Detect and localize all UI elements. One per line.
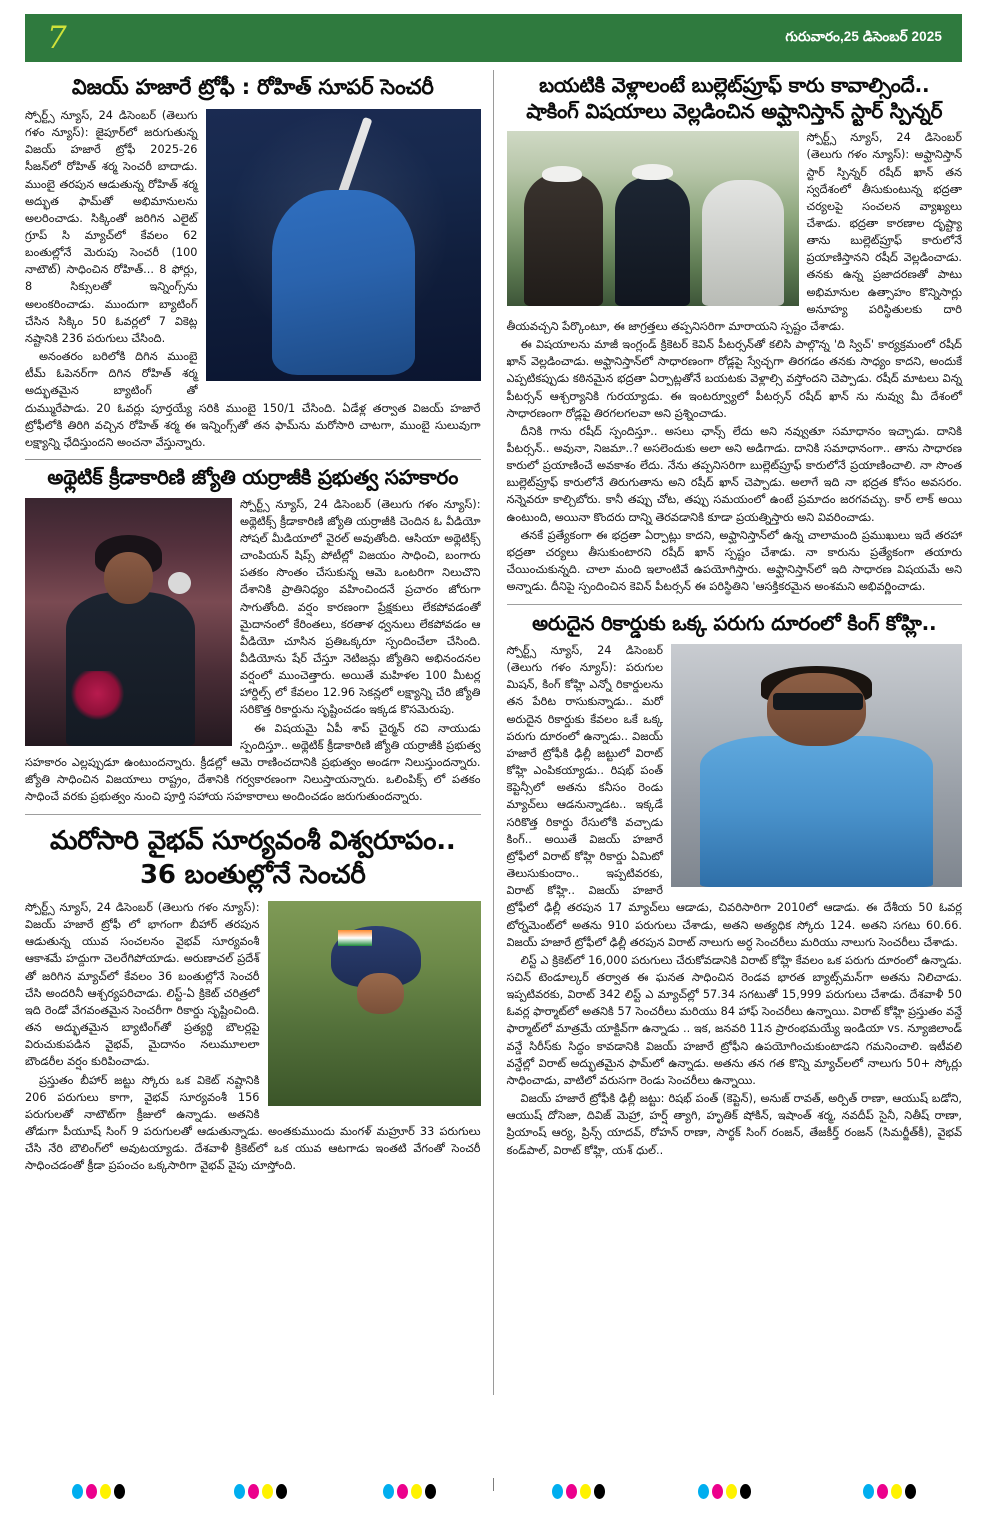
magenta-dot-icon	[248, 1484, 259, 1499]
cyan-dot-icon	[72, 1484, 83, 1499]
registration-group	[383, 1484, 436, 1499]
paragraph: లిస్ట్ ఎ క్రికెట్‌లో 16,000 పరుగులు చేరుకోవడానికి విరాట్ కోహ్లి కేవలం ఒక పరుగు దూరంలో ఉన్నాడు. సచిన్ టెండూల్కర్ తర్వాత ఈ ఘనత సాధించిన రెండవ భారత బ్యాట్స్‌మన్‌గా అతను నిలిచాడు. ఇప్పటివరకు, విరాట్ 342 లిస్ట్ ఎ మ్యాచ్‌ల్లో 57.34 సగటుతో 15,999 పరుగులు చేశాడు. దేశవాళీ 50 ఓవర్ల ఫార్మాట్‌లో అతనికి 57 సెంచరీలు మరియు 84 హాఫ్ సెంచరీలు ఉన్నాయి. విరాట్ కోహ్లి ప్రస్తుతం వన్డే ఫార్మాట్‌లో మాత్రమే యాక్టివ్‌గా ఉన్నాడు .. ఇక, జనవరి 11న ప్రారంభమయ్యే ఇండియా vs. న్యూజిలాండ్ వన్డే సిరీస్‌కు సిద్ధం కావడానికి విజయ్ హజారే ట్రోఫీని ఉపయోగించుకుంటాడని గమనించాలి. ఇటీవలి వన్డేల్లో విరాట్ అద్భుతమైన ఫామ్‌లో ఉన్నాడు. అతను తన గత కొన్ని మ్యాచ్‌లలో నాలుగు 50+ స్కోర్లు సాధించాడు, వాటిలో వరుసగా రెండు సెంచరీలు ఉన్నాయి.	[506, 953, 962, 1087]
cyan-dot-icon	[863, 1484, 874, 1499]
left-column	[25, 70, 489, 1470]
cyan-dot-icon	[698, 1484, 709, 1499]
page-number: 7	[47, 19, 67, 56]
cyan-dot-icon	[234, 1484, 245, 1499]
article-body	[25, 496, 481, 807]
headline-line-2: షాకింగ్ విషయాలు వెల్లడించిన అఫ్ఘానిస్తాన్ స్టార్ స్పిన్నర్	[526, 98, 943, 123]
registration-group	[863, 1484, 916, 1499]
yellow-dot-icon	[411, 1484, 422, 1499]
paragraph: అనంతరం బరిలోకి దిగిన ముంబై టీమ్ ఓపెనర్‌గా దిగిన రోహిత్ శర్మ అద్భుతమైన బ్యాటింగ్ తో దుమ్మురేపాడు. 20 ఓవర్లు పూర్తయ్యే సరికి ముంబై 150/1 చేసింది. ఏడేళ్ల తర్వాత విజయ్ హజారే ట్రోఫీలోకి తిరిగి వచ్చిన రోహిత్ శర్మ ఈ ఇన్నింగ్స్‌తో తన ఫామ్‌ను మరోసారి చాటగా, ముంబై సులువుగా లక్ష్యాన్ని ఛేదిస్తుందని అంచనా వేస్తున్నారు.	[25, 350, 481, 449]
page-columns	[25, 70, 962, 1470]
paragraph: స్పోర్ట్స్ న్యూస్, 24 డిసెంబర్ (తెలుగు గళం న్యూస్): పరుగుల మిషన్, కింగ్ కోహ్లి ఎన్నో రికార్డులను తన పేరిట రాసుకున్నాడు.. మరో అరుదైన రికార్డుకు కేవలం ఒకే ఒక్క పరుగు దూరంలో ఉన్నాడు.. విజయ్ హజారే ట్రోఫీకి ఢిల్లీ జట్టులో విరాట్ కోహ్లి ఎంపికయ్యాడు.. రిషభ్ పంత్ కెప్టెన్సీలో అతను కనీసం రెండు మ్యాచ్‌లు ఆడనున్నాడట.. ఇక్కడే సరికొత్త రికార్డు రేసులోకి వచ్చాడు కింగ్.. అయితే విజయ్ హజారే ట్రోఫీలో విరాట్ కోహ్లి రికార్డు ఏమిటో తెలుసుకుందాం.. ఇప్పటివరకు, విరాట్ కోహ్లి.. విజయ్ హజారే ట్రోఫీలో ఢిల్లీ తరపున 17 మ్యాచ్‌లు ఆడాడు, చివరిసారిగా 2010లో ఆడాడు. ఈ దేశీయ 50 ఓవర్ల టోర్నమెంట్‌లో అతను 910 పరుగులు చేశాడు, అతని అత్యధిక స్కోరు 124. అతని సగటు 60.66. విజయ్ హజారే ట్రోఫీలో ఢిల్లీ తరపున విరాట్ నాలుగు అర్ధ సెంచరీలు మరియు నాలుగు సెంచరీలు చేశాడు.	[506, 644, 962, 949]
yellow-dot-icon	[726, 1484, 737, 1499]
article-jyothi-yarraji	[25, 462, 481, 806]
paragraph: స్పోర్ట్స్ న్యూస్, 24 డిసెంబర్ (తెలుగు గళం న్యూస్): జైపూర్‌లో జరుగుతున్న విజయ్ హజారే ట్రోఫీ 2025-26 సీజన్‌లో రోహిత్ శర్మ సెంచరీ బాదాడు. ముంబై తరపున ఆడుతున్న రోహిత్ శర్మ అద్భుత ఫామ్‌తో అభిమానులను అలరించాడు. సిక్కింతో జరిగిన ఎలైట్ గ్రూప్ సి మ్యాచ్‌లో కేవలం 62 బంతుల్లోనే మెరుపు సెంచరీ (100 నాటౌట్) సాధించిన రోహిత్... 8 ఫోర్లు, 8 సిక్సులతో ఇన్నింగ్స్‌ను అలంకరించాడు. ముందుగా బ్యాటింగ్ చేసిన సిక్కిం 50 ఓవర్లలో 7 వికెట్ల నష్టానికి 236 పరుగులు చేసింది.	[25, 108, 198, 345]
article-body	[25, 899, 481, 1176]
black-dot-icon	[114, 1484, 125, 1499]
paragraph: తనకే ప్రత్యేకంగా ఈ భద్రతా ఏర్పాట్లు కాదని, అఫ్ఘానిస్తాన్‌లో ఉన్న చాలామంది ప్రముఖులు ఇదే తరహా భద్రతా చర్యలు తీసుకుంటారని రషీద్ ఖాన్ స్పష్టం చేశాడు. నా కారును ప్రత్యేకంగా తయారు చేయించుకున్నది. చాలా మంది ఇలాంటివే ఉపయోగిస్తారు. అఫ్ఘానిస్తాన్‌లో ఇది సాధారణ విషయమే అని అన్నాడు. దీనిపై స్పందించిన కెవిన్ పీటర్సన్ ఈ పరిస్థితిని 'ఆసక్తికరమైన అంశమని అభివర్ణించాడు.	[506, 528, 962, 594]
vaibhav-suryavanshi-helmet-photo	[268, 901, 481, 1106]
article-virat-kohli-record	[507, 608, 963, 1159]
cyan-dot-icon	[383, 1484, 394, 1499]
registration-group	[552, 1484, 605, 1499]
paragraph: స్పోర్ట్స్ న్యూస్, 24 డిసెంబర్ (తెలుగు గళం న్యూస్): అఫ్ఘానిస్తాన్ స్టార్ స్పిన్నర్ రషీద్ ఖాన్ తన స్వదేశంలో తీసుకుంటున్న భద్రతా చర్యలపై సంచలన వ్యాఖ్యలు చేశాడు. భద్రతా కారణాల దృష్ట్యా తాను బుల్లెట్‌ప్రూఫ్ కారులోనే ప్రయాణిస్తానని రషీద్ వెల్లడించాడు. తనకు ఉన్న ప్రజాదరణతో పాటు అభిమానుల ఉత్సాహం కొన్నిసార్లు అనూహ్య పరిస్థితులకు దారి తీయవచ్చని పేర్కొంటూ, ఈ జాగ్రత్తలు తప్పనిసరిగా మారాయని స్పష్టం చేశాడు.	[506, 131, 962, 333]
rohit-sharma-batting-photo	[206, 109, 481, 381]
article-rohit-century	[25, 70, 481, 452]
paragraph: ప్రస్తుతం బీహార్ జట్టు స్కోరు ఒక వికెట్ నష్టానికి 206 పరుగులు కాగా, వైభవ్ సూర్యవంశీ 156 పరుగులతో నాటౌట్‌గా క్రీజులో ఉన్నాడు. అతనికి తోడుగా పీయూష్ సింగ్ 9 పరుగులతో ఆడుతున్నాడు. అంతకుముందు మంగళ్ మహ్రూర్ 33 పరుగులు చేసి నేరి బౌలింగ్‌లో అవుటయ్యాడు. దేశవాళీ క్రికెట్‌లో ఒక యువ ఆటగాడు ఇంతటి వేగంతో సెంచరీ సాధించడంతో క్రీడా ప్రపంచం ఒక్కసారిగా వైభవ్ వైపు చూస్తోంది.	[25, 1073, 481, 1173]
right-column	[498, 70, 963, 1470]
article-headline: విజయ్ హజారే ట్రోఫీ : రోహిత్ సూపర్ సెంచరీ	[71, 75, 434, 99]
black-dot-icon	[905, 1484, 916, 1499]
article-headline: అథ్లెటిక్ క్రీడాకారిణి జ్యోతి యర్రాజీకి ప్రభుత్వ సహకారం	[47, 465, 459, 489]
yellow-dot-icon	[891, 1484, 902, 1499]
section-divider	[25, 814, 481, 815]
headline-line-1: బయటికి వెళ్లాలంటే బుల్లెట్‌ప్రూఫ్ కారు కావాల్సిందే..	[539, 73, 930, 97]
rashid-khan-interview-photo	[507, 131, 799, 306]
paragraph: స్పోర్ట్స్ న్యూస్, 24 డిసెంబర్ (తెలుగు గళం న్యూస్): అథ్లెటిక్స్ క్రీడాకారిణి జ్యోతి యర్రాజీకి చెందిన ఓ వీడియో సోషల్ మీడియాలో వైరల్ అవుతోంది. ఆసియా అథ్లెటిక్స్ చాంపియన్ షిప్స్ పోటీల్లో విజయం సాధించి, బంగారు పతకం సొంతం చేసుకున్న ఆమె ఒంటరిగా నిలుచొని దేశానికి ప్రాతినిధ్యం వహించిందనే ప్రచారం జోరుగా సాగుతోంది. వర్షం కారణంగా ప్రేక్షకులు లేకపోవడంతో మైదానంలో కేరింతలు, కరతాళ ధ్వనులు లేకపోవడం ఆ వీడియో చూసిన ప్రతిఒక్కరూ స్పందించేలా చేసింది. వీడియోను షేర్ చేస్తూ నెటిజన్లు జ్యోతిని అభినందనల వర్షంలో ముంచెత్తారు. అయితే మహిళల 100 మీటర్ల హార్డిల్స్ లో కేవలం 12.96 సెకన్లలో లక్ష్యాన్ని చేరి జ్యోతి సరికొత్త రికార్డును సృష్టించడం ఇక్కడ కొసమెరుపు.	[240, 497, 481, 717]
article-body	[507, 642, 963, 1160]
masthead-bar	[25, 14, 962, 62]
article-headline	[25, 818, 481, 899]
magenta-dot-icon	[712, 1484, 723, 1499]
paragraph: విజయ్ హజారే ట్రోఫీకి ఢిల్లీ జట్టు: రిషభ్ పంత్ (కెప్టెన్), అనుజ్ రావత్, అర్పిత్ రాణా, ఆయుష్ బడోని, ఆయుష్ దోసెజా, దివిజ్ మెహ్రా, హర్ష్ త్యాగి, హృతిక్ షోకిన్, ఇషాంత్ శర్మ, నవదీప్ సైనీ, నితీష్ రాణా, ప్రియాంష్ ఆర్య, ప్రిన్స్ యాదవ్, రోహన్ రాణా, సార్థక్ సింగ్ రంజన్, తేజకీర్త్ రంజన్ (సిమర్జీత్‌కీ), వైభవ్ కండ్‌పాల్, విరాట్ కోహ్లి, యశ్ ధుల్..	[506, 1092, 962, 1157]
registration-group	[72, 1484, 125, 1499]
paragraph: స్పోర్ట్స్ న్యూస్, 24 డిసెంబర్ (తెలుగు గళం న్యూస్): విజయ్ హజారే ట్రోఫీ లో భాగంగా బీహార్ తరపున ఆడుతున్న యువ సంచలనం వైభవ్ సూర్యవంశీ ఆకాశమే హద్దుగా చెలరేగిపోయాడు. అరుణాచల్ ప్రదేశ్ తో జరిగిన మ్యాచ్‌లో కేవలం 36 బంతుల్లోనే సెంచరీ చేసి అందరినీ ఆశ్చర్యపరిచాడు. లిస్ట్-ఏ క్రికెట్ చరిత్రలో ఇది రెండో వేగవంతమైన సెంచరీగా రికార్డు సృష్టించింది. తన అద్భుతమైన బ్యాటింగ్‌తో ప్రత్యర్థి బౌలర్లపై విరుచుకుపడిన వైభవ్, మైదానం నలుమూలలా బౌండరీల వర్షం కురిపించాడు.	[25, 901, 260, 1069]
black-dot-icon	[594, 1484, 605, 1499]
paragraph: దీనికి గాను రషీద్ స్పందిస్తూ.. అసలు ఛాన్స్ లేదు అని నవ్వుతూ సమాధానం ఇచ్చాడు. దానికి పీటర్సన్.. అవునా, నిజమా..? అసలెందుకు అలా అని అడిగాడు. దానికి సమాధానంగా.. తాను సాధారణ కారులో ప్రయాణించే అవకాశం లేదు. నేను తప్పనిసరిగా బుల్లెట్‌ప్రూఫ్ కారులోనే ప్రయాణించాలి. నా సొంత బుల్లెట్‌ప్రూఫ్ కారులోనే తిరుగుతాను అని రషీద్ ఖాన్ చెప్పాడు. అలాగే ఇది నా భద్రత కోసం అవసరం. నన్నెవరూ కాల్చిబోరు. కానీ తప్పు చోట, తప్పు సమయంలో ఉంటే ప్రమాదం జరగవచ్చు. కార్ లాక్ అయి ఉంటుంది, అయినా కొందరు దాన్ని తెరవడానికి కూడా ప్రయత్నిస్తారు అని వివరించాడు.	[506, 424, 962, 524]
virat-kohli-batting-photo	[671, 644, 962, 887]
masthead-date: గురువారం,25 డిసెంబర్ 2025	[785, 28, 942, 44]
paragraph: ఈ విషయాలను మాజీ ఇంగ్లండ్ క్రికెటర్ కెవిన్ పీటర్సన్‌తో కలిసి పాల్గొన్న 'ది స్విచ్' కార్యక్రమంలో రషీద్ ఖాన్ వెల్లడించాడు. అఫ్ఘానిస్తాన్‌లో సాధారణంగా రోడ్లపై స్వేచ్ఛగా తిరగడం తనకు సాధ్యం కాదని, అందుకే ఎప్పటికప్పుడు కఠినమైన భద్రతా ఏర్పాట్లతోనే బయటకు వెళ్లాల్సి వస్తోందని చెప్పాడు. రషీద్ మాటలు విన్న పీటర్సన్ ఆశ్చర్యానికి గురయ్యాడు. ఈ ఇంటర్వ్యూలో పీటర్సన్ రషీద్ ఖాన్ ను నువ్వు మీ దేశంలో సాధారణంగా రోడ్లపై తిరగలగలవా అని ప్రశ్నించాడు.	[506, 338, 962, 420]
section-divider	[507, 604, 963, 605]
yellow-dot-icon	[580, 1484, 591, 1499]
magenta-dot-icon	[86, 1484, 97, 1499]
article-body	[507, 129, 963, 596]
article-body	[25, 107, 481, 452]
cmyk-registration-marks	[25, 1484, 962, 1506]
headline-line-2: 36 బంతుల్లోనే సెంచరీ	[139, 860, 366, 891]
paragraph: ఈ విషయమై ఏపీ శాప్ చైర్మన్ రవి నాయుడు స్పందిస్తూ.. అథ్లెటిక్ క్రీడాకారిణి జ్యోతి యర్రాజీకి ప్రభుత్వ సహకారం ఎల్లప్పుడూ ఉంటుందన్నారు. క్రీడల్లో ఆమె రాణించదానికి ప్రభుత్వం అండగా నిలుస్తుందన్నారు. జ్యోతి సాధించిన విజయాలు రాష్ట్రం, దేశానికి గర్వకారణంగా నిలుస్తాయన్నారు. ఒలింపిక్స్ లో పతకం సాధించే వరకు ప్రభుత్వం నుంచి పూర్తి సహాయ సహకారాలు అందించడం జరుగుతుందన్నారు.	[25, 721, 481, 804]
registration-group	[698, 1484, 751, 1499]
headline-line-1: మరోసారి వైభవ్ సూర్యవంశీ విశ్వరూపం..	[49, 826, 456, 857]
center-tick	[493, 1478, 494, 1491]
column-divider	[493, 70, 494, 1395]
registration-group	[234, 1484, 287, 1499]
magenta-dot-icon	[566, 1484, 577, 1499]
black-dot-icon	[425, 1484, 436, 1499]
yellow-dot-icon	[262, 1484, 273, 1499]
magenta-dot-icon	[397, 1484, 408, 1499]
jyothi-yarraji-medal-photo	[25, 498, 232, 746]
yellow-dot-icon	[100, 1484, 111, 1499]
article-vaibhav-suryavanshi	[25, 818, 481, 1175]
section-divider	[25, 459, 481, 460]
article-rashid-khan-bulletproof	[507, 70, 963, 596]
article-headline	[507, 70, 963, 129]
cyan-dot-icon	[552, 1484, 563, 1499]
article-headline: అరుదైన రికార్డుకు ఒక్క పరుగు దూరంలో కింగ్ కోహ్లి..	[532, 611, 937, 636]
magenta-dot-icon	[877, 1484, 888, 1499]
black-dot-icon	[740, 1484, 751, 1499]
black-dot-icon	[276, 1484, 287, 1499]
